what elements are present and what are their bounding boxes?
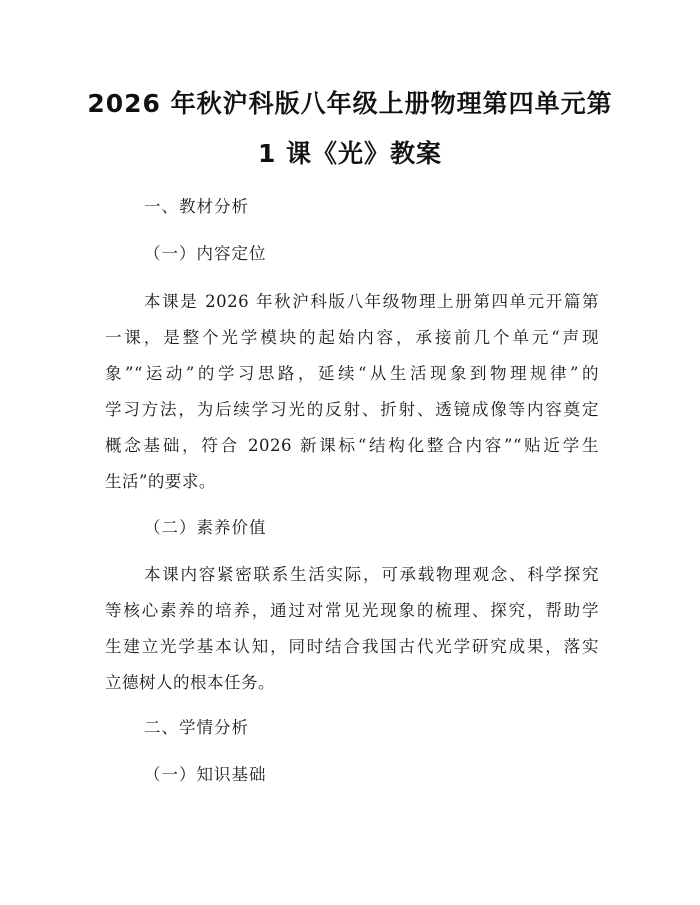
paragraph-line: 象”“运动”的学习思路，延续“从生活现象到物理规律”的 — [105, 364, 599, 383]
paragraph-line: 立德树人的根本任务。 — [105, 673, 275, 692]
document-title-line-1: 2026 年秋沪科版八年级上册物理第四单元第 — [87, 89, 613, 118]
subsection-heading-knowledge-basis: （一）知识基础 — [144, 765, 267, 784]
paragraph-line: 一课，是整个光学模块的起始内容，承接前几个单元“声现 — [105, 328, 599, 347]
subsection-heading-content-positioning: （一）内容定位 — [144, 244, 267, 263]
document-title-line-2: 1 课《光》教案 — [257, 139, 443, 168]
paragraph-line: 概念基础，符合 2026 新课标“结构化整合内容”“贴近学生 — [105, 436, 599, 455]
paragraph-line: 本课内容紧密联系生活实际，可承载物理观念、科学探究 — [144, 565, 599, 584]
section-heading-learning-analysis: 二、学情分析 — [144, 718, 249, 737]
subsection-heading-literacy-value: （二）素养价值 — [144, 518, 267, 537]
paragraph-line: 等核心素养的培养，通过对常见光现象的梳理、探究，帮助学 — [105, 601, 599, 620]
paragraph-line: 学习方法，为后续学习光的反射、折射、透镜成像等内容奠定 — [105, 400, 599, 419]
paragraph-line: 生建立光学基本认知，同时结合我国古代光学研究成果，落实 — [105, 637, 599, 656]
paragraph-line: 生活”的要求。 — [105, 472, 216, 491]
paragraph-line: 本课是 2026 年秋沪科版八年级物理上册第四单元开篇第 — [144, 292, 599, 311]
section-heading-textbook-analysis: 一、教材分析 — [144, 197, 249, 216]
